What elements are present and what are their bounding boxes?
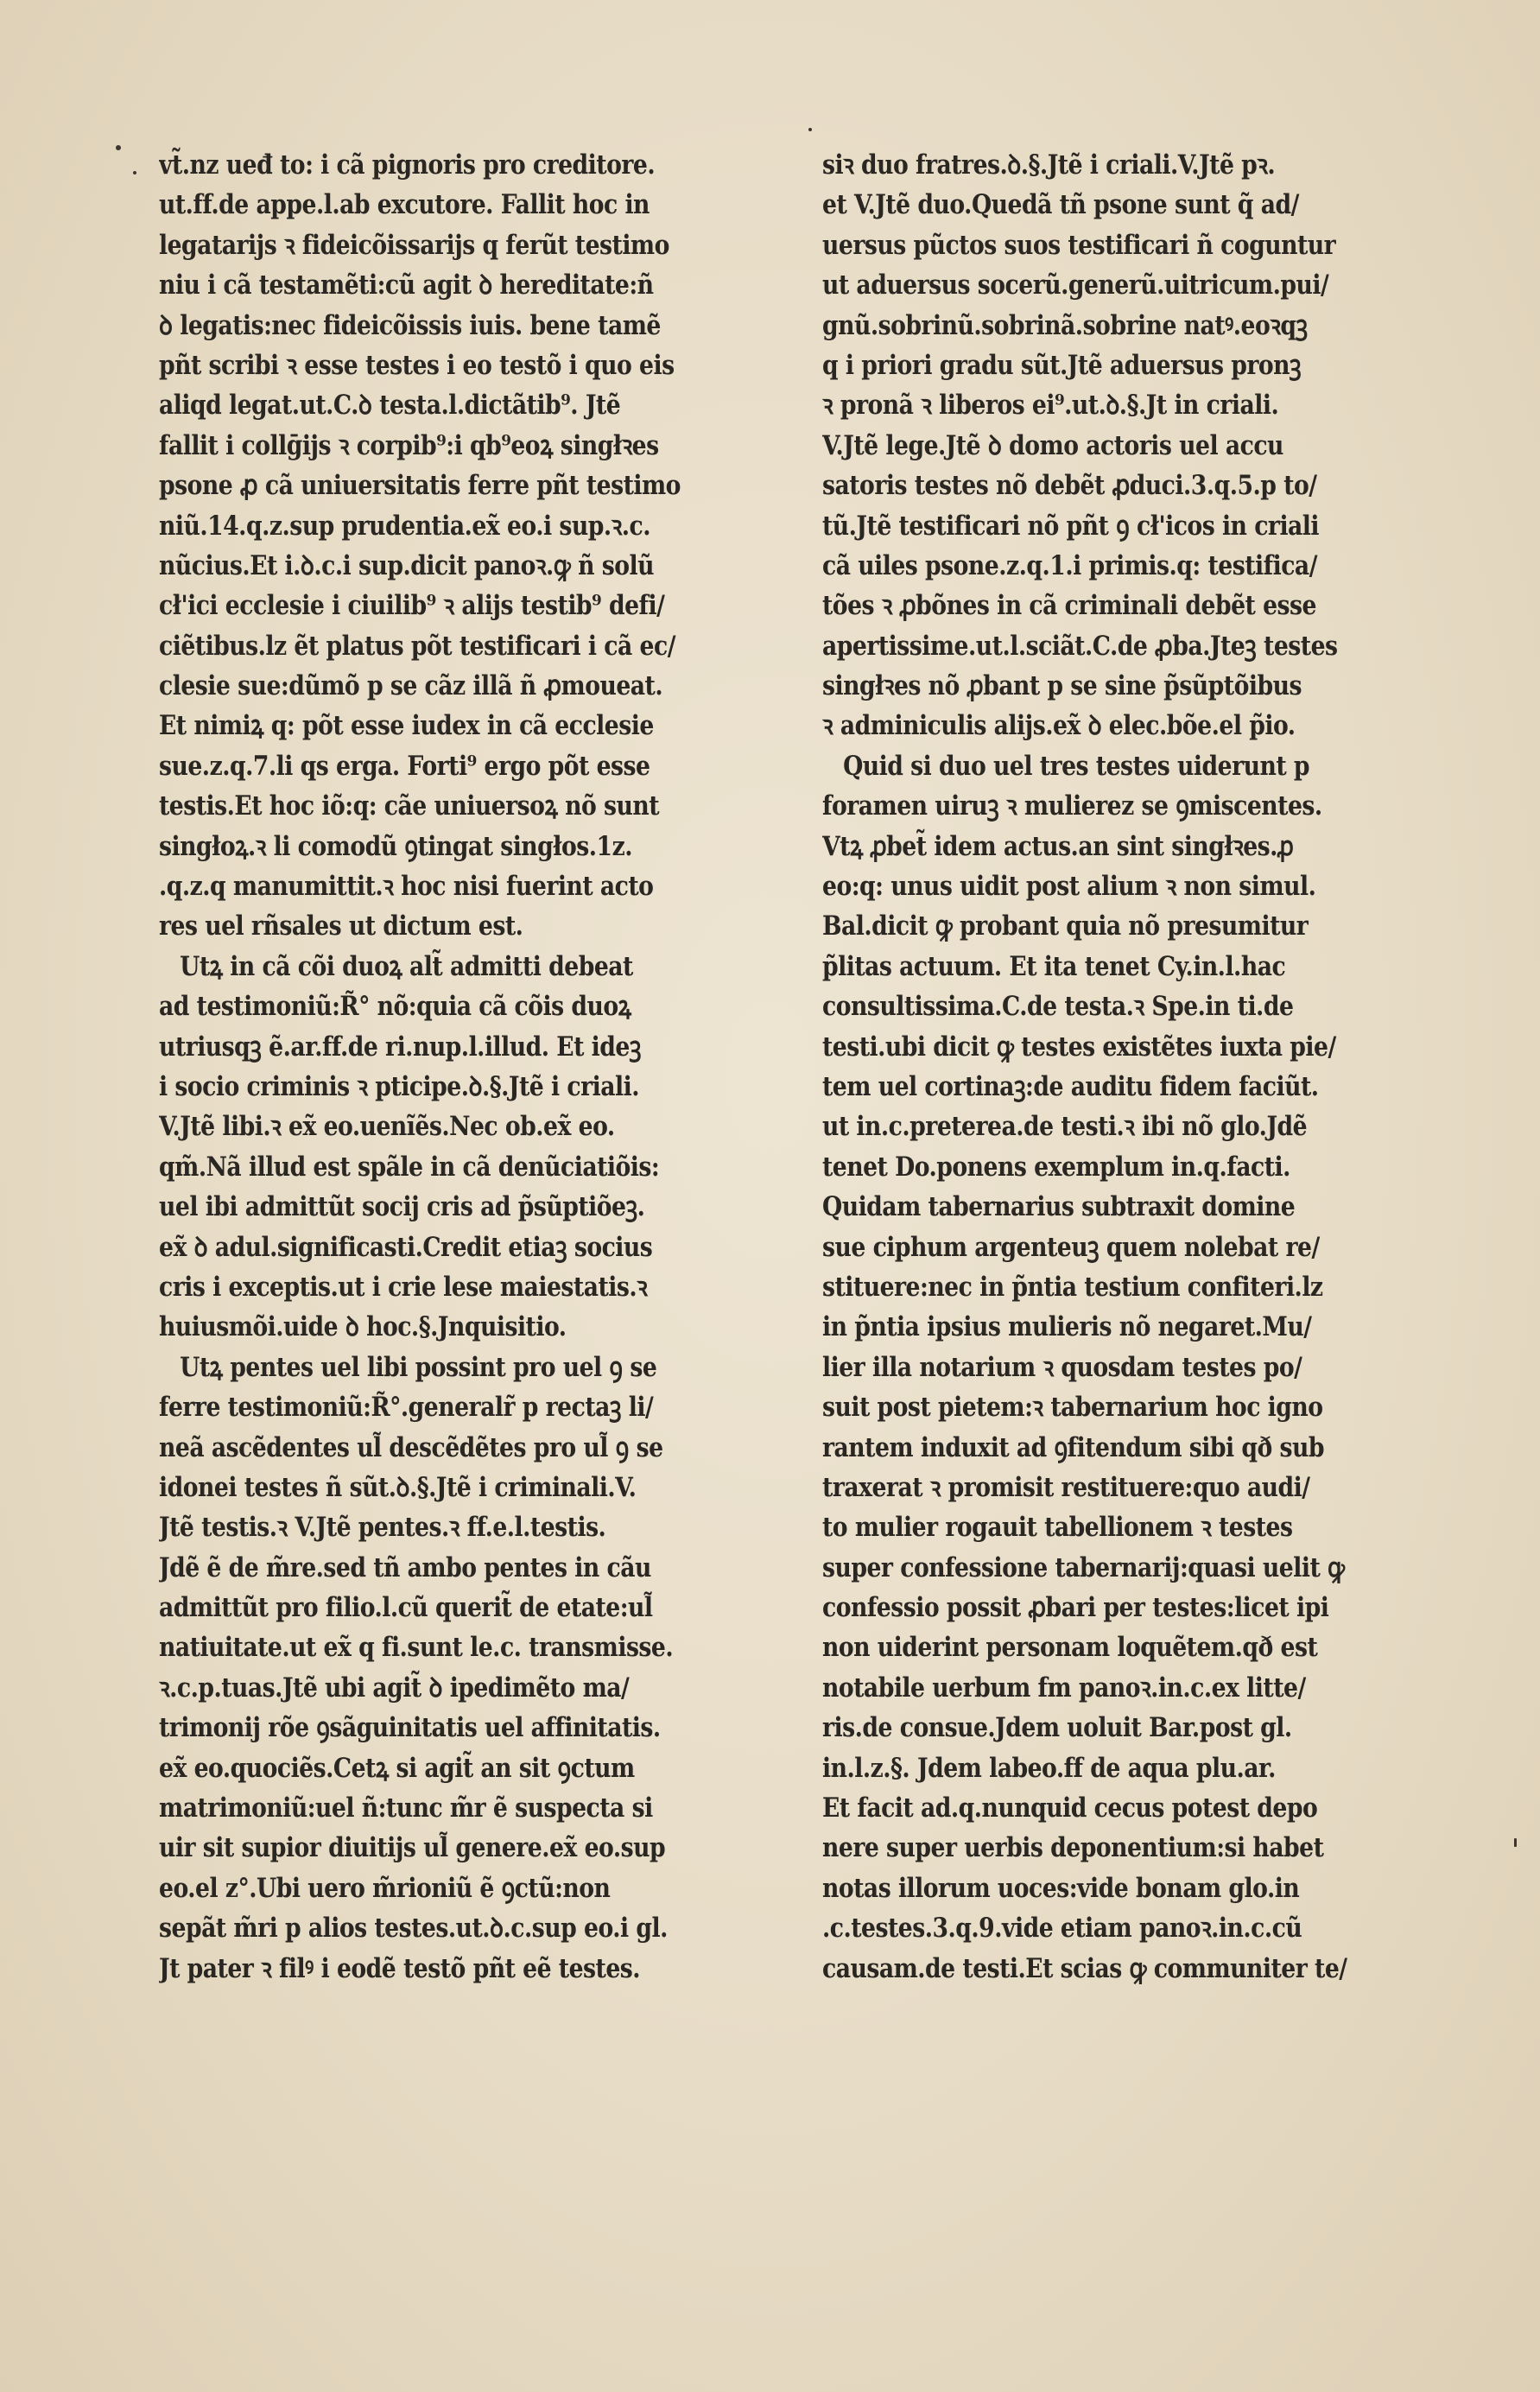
right-text-line: non uiderint personam loquẽtem.qð est [822,1632,1318,1664]
left-text-line: uir sit supior diuitijs ul̃ genere.ex̃ eo.sup [159,1832,666,1864]
right-text-line: rantem induxit ad ꝯfitendum sibi qð sub [822,1431,1325,1463]
right-text-line: ut aduersus socerũ.generũ.uitricum.pui/ [822,270,1329,301]
right-text-line: notabile uerbum fm panoꝛ.in.c.ex litte/ [822,1672,1306,1704]
right-text-line: et V.Jtẽ duo.Quedã tñ psone sunt q̃ ad/ [822,189,1299,221]
left-text-line: utriusqꝫ ẽ.ar.ff.de ri.nup.l.illud. Et ideꝫ [159,1031,641,1063]
right-text-line: sue ciphum argenteuꝫ quem nolebat re/ [822,1231,1320,1263]
left-text-line: ꝺ legatis:nec fideicõissis iuis. bene tamẽ [159,309,661,341]
left-text-line: Jdẽ ẽ de m̃re.sed tñ ambo pentes in cãu [159,1551,651,1583]
left-text-line: cł'ici ecclesie i ciuilib⁹ ꝛ alijs testib⁹ defi/ [159,590,665,622]
left-text-line: ex̃ eo.quociẽs.Cetꝝ si agit̃ an sit ꝯctum [159,1752,635,1784]
left-text-line: ciẽtibus.lz ẽt platus põt testificari i cã ec/ [159,630,675,662]
left-text-line: eo.el z°.Ubi uero m̃rioniũ ẽ ꝯctũ:non [159,1872,611,1904]
left-text-line: clesie sue:dũmõ p se cãz illã ñ ꝓmoueat. [159,670,663,702]
left-text-line: nũcius.Et i.ꝺ.c.i sup.dicit panoꝛ.ꝙ ñ solũ [159,549,654,581]
left-text-line: pñt scribi ꝛ esse testes i eo testõ i quo eis [159,349,675,381]
left-text-line: neã ascẽdentes ul̃ descẽdẽtes pro ul̃ ꝯ se [159,1431,663,1463]
right-text-line: uersus pũctos suos testificari ñ coguntur [822,229,1336,261]
right-text-line: Vtꝝ ꝓbet̃ idem actus.an sint singłꝛes.ꝓ [822,830,1294,862]
right-text-line: in p̃ntia ipsius mulieris nõ negaret.Mu/ [822,1311,1312,1343]
right-text-line: confessio possit ꝓbari per testes:licet ipi [822,1592,1329,1624]
left-text-column [159,145,781,2149]
left-text-line: huiusmõi.uide ꝺ hoc.§.Jnquisitio. [159,1311,567,1343]
right-text-line: in.l.z.§. Jdem labeo.ff de aqua plu.ar. [822,1752,1276,1784]
right-text-line: tenet Do.ponens exemplum in.q.facti. [822,1151,1290,1183]
right-text-line: ꝛ adminiculis alijs.ex̃ ꝺ elec.bõe.el p̃io. [822,710,1296,742]
left-text-line: ꝛ.c.p.tuas.Jtẽ ubi agit̃ ꝺ ipedimẽto ma/ [159,1672,630,1704]
left-text-line: singłoꝝ.ꝛ li comodũ ꝯtingat singłos.1z. [159,830,632,862]
left-text-line: vt̃.nz ueđ to: i cã pignoris pro creditore. [159,149,656,181]
left-text-line: legatarijs ꝛ fideicõissarijs q ferũt testimo [159,229,669,261]
right-text-line: gnũ.sobrinũ.sobrinã.sobrine natꝰ.eoꝛqꝫ [822,309,1308,341]
right-text-line: p̃litas actuum. Et ita tenet Cy.in.l.hac [822,950,1286,982]
right-text-line: V.Jtẽ lege.Jtẽ ꝺ domo actoris uel accu [822,429,1283,461]
right-text-line: tem uel cortinaꝫ:de auditu fidem faciũt. [822,1070,1319,1102]
right-text-line: q i priori gradu sũt.Jtẽ aduersus pronꝫ [822,349,1302,381]
right-text-column [822,145,1444,2149]
left-text-line: ad testimoniũ:R̃° nõ:quia cã cõis duoꝝ [159,991,631,1023]
left-text-line: testis.Et hoc iõ:q: cãe uniuersoꝝ nõ sunt [159,790,660,822]
left-text-line: res uel rñsales ut dictum est. [159,910,523,942]
left-text-line: Jt pater ꝛ filꝰ i eodẽ testõ pñt eẽ testes. [159,1952,641,1984]
right-text-line: singłꝛes nõ ꝓbant p se sine p̃sũptõibus [822,670,1302,702]
left-text-line: Utꝝ pentes uel libi possint pro uel ꝯ se [180,1351,657,1383]
left-text-line: aliqd legat.ut.C.ꝺ testa.l.dictãtib⁹. Jtẽ [159,390,621,422]
left-text-line: trimonij rõe ꝯsãguinitatis uel affinitatis. [159,1712,661,1744]
right-text-line: suit post pietem:ꝛ tabernarium hoc igno [822,1392,1323,1424]
left-text-line: idonei testes ñ sũt.ꝺ.§.Jtẽ i criminali.V. [159,1471,637,1503]
right-text-line: notas illorum uoces:vide bonam glo.in [822,1872,1300,1904]
left-text-line: qm̃.Nã illud est spãle in cã denũciatiõis: [159,1151,660,1183]
right-text-line: stituere:nec in p̃ntia testium confiteri.lz [822,1271,1323,1303]
right-text-line: Bal.dicit ꝙ probant quia nõ presumitur [822,910,1309,942]
right-text-line: to mulier rogauit tabellionem ꝛ testes [822,1512,1293,1544]
right-text-line: ꝛ pronã ꝛ liberos ei⁹.ut.ꝺ.§.Jt in criali. [822,390,1279,422]
left-text-line: i socio criminis ꝛ pticipe.ꝺ.§.Jtẽ i criali. [159,1070,639,1102]
left-text-line: niũ.14.q.z.sup prudentia.ex̃ eo.i sup.ꝛ.c. [159,510,650,542]
left-text-line: ex̃ ꝺ adul.significasti.Credit etiaꝫ socius [159,1231,653,1263]
right-text-line: apertissime.ut.l.sciãt.C.de ꝓba.Jteꝫ testes [822,630,1338,662]
right-text-line: siꝛ duo fratres.ꝺ.§.Jtẽ i criali.V.Jtẽ pꝛ. [822,149,1276,181]
left-text-line: matrimoniũ:uel ñ:tunc m̃r ẽ suspecta si [159,1792,653,1824]
right-text-line: consultissima.C.de testa.ꝛ Spe.in ti.de [822,991,1294,1023]
margin-ink-speck [116,145,121,150]
right-text-line: tões ꝛ ꝓbõnes in cã criminali debẽt esse [822,590,1316,622]
margin-ink-speck [808,128,812,131]
left-text-line: .q.z.q manumittit.ꝛ hoc nisi fuerint acto [159,871,654,903]
right-text-line: ut in.c.preterea.de testi.ꝛ ibi nõ glo.Jdẽ [822,1111,1308,1143]
right-text-line: satoris testes nõ debẽt ꝓduci.3.q.5.p to/ [822,470,1317,502]
left-text-line: psone ꝓ cã uniuersitatis ferre pñt testimo [159,470,681,502]
right-text-line: .c.testes.3.q.9.vide etiam panoꝛ.in.c.cũ [822,1913,1302,1945]
right-text-line: super confessione tabernarij:quasi uelit ꝙ [822,1551,1345,1583]
left-text-line: Utꝝ in cã cõi duoꝝ alt̃ admitti debeat [180,950,633,982]
right-text-line: eo:q: unus uidit post alium ꝛ non simul. [822,871,1316,903]
right-text-line: lier illa notarium ꝛ quosdam testes po/ [822,1351,1302,1383]
right-text-line: nere super uerbis deponentium:si habet [822,1832,1324,1864]
right-text-line: ris.de consue.Jdem uoluit Bar.post gl. [822,1712,1292,1744]
right-text-line: cã uiles psone.z.q.1.i primis.q: testifica/ [822,549,1317,581]
left-text-line: ut.ff.de appe.l.ab excutore. Fallit hoc in [159,189,650,221]
left-text-line: Et nimiꝝ q: põt esse iudex in cã ecclesie [159,710,654,742]
left-text-line: Jtẽ testis.ꝛ V.Jtẽ pentes.ꝛ ff.e.l.testis. [159,1512,606,1544]
left-text-line: sue.z.q.7.li qs erga. Forti⁹ ergo põt esse [159,750,650,782]
right-text-line: testi.ubi dicit ꝙ testes existẽtes iuxta pie/ [822,1031,1336,1063]
margin-ink-speck [1514,1838,1517,1847]
right-text-line: Quidam tabernarius subtraxit domine [822,1191,1296,1223]
left-text-line: niu i cã testamẽti:cũ agit ꝺ hereditate:ñ [159,270,654,301]
left-text-line: natiuitate.ut ex̃ q fi.sunt le.c. transmisse. [159,1632,674,1664]
left-text-line: uel ibi admittũt socij cris ad p̃sũptiõeꝫ. [159,1191,645,1223]
right-text-line: Et facit ad.q.nunquid cecus potest depo [822,1792,1318,1824]
right-text-line: tũ.Jtẽ testificari nõ pñt ꝯ cł'icos in criali [822,510,1320,542]
right-text-line: causam.de testi.Et scias ꝙ communiter te/ [822,1952,1347,1984]
left-text-line: sepãt m̃ri p alios testes.ut.ꝺ.c.sup eo.i gl. [159,1913,668,1945]
right-text-line: Quid si duo uel tres testes uiderunt p [843,750,1310,782]
left-text-line: V.Jtẽ libi.ꝛ ex̃ eo.uenĩẽs.Nec ob.ex̃ eo. [159,1111,615,1143]
left-text-line: fallit i collḡijs ꝛ corpib⁹:i qb⁹eoꝝ singłꝛes [159,429,659,461]
left-text-line: admittũt pro filio.l.cũ querit̃ de etate:ul̃ [159,1592,653,1624]
left-text-line: cris i exceptis.ut i crie lese maiestatis.ꝛ [159,1271,648,1303]
right-text-line: traxerat ꝛ promisit restituere:quo audi/ [822,1471,1310,1503]
margin-ink-speck [133,171,136,174]
left-text-line: ferre testimoniũ:R̃°.generalr̃ p rectaꝫ li/ [159,1392,654,1424]
right-text-line: foramen uiruꝫ ꝛ mulierez se ꝯmiscentes. [822,790,1322,822]
